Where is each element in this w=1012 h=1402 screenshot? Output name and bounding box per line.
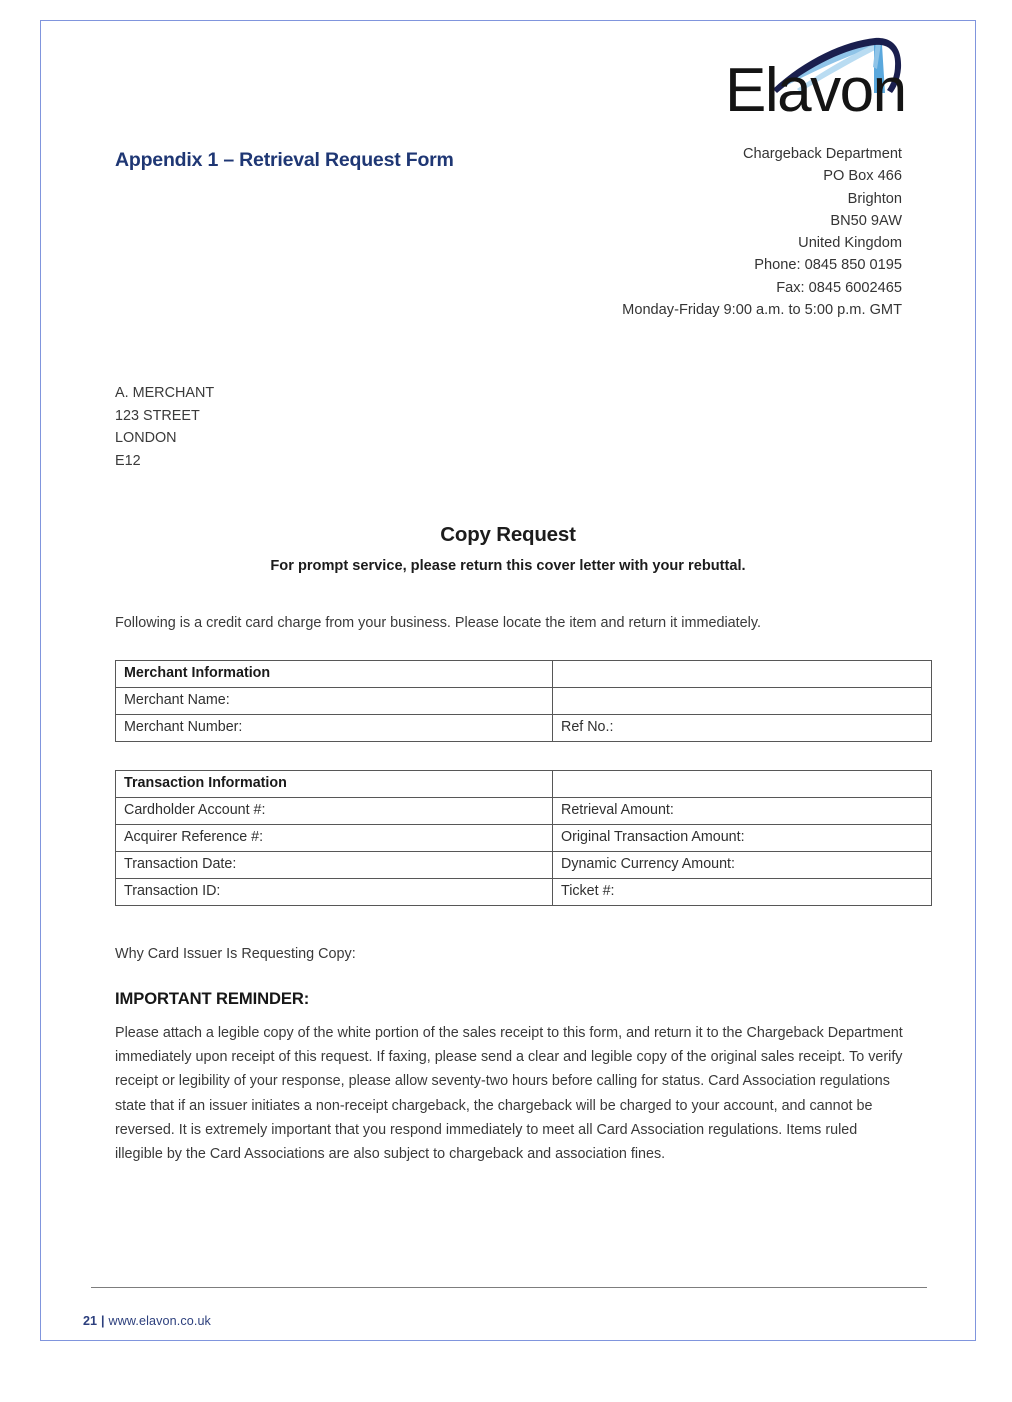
sender-address-line: Brighton bbox=[847, 190, 902, 207]
page-number: 21 bbox=[83, 1314, 98, 1328]
ref-no-label: Ref No.: bbox=[553, 715, 932, 742]
page-title: Appendix 1 – Retrieval Request Form bbox=[115, 149, 454, 171]
table-row bbox=[116, 825, 932, 852]
retrieval-amount-label: Retrieval Amount: bbox=[553, 798, 932, 825]
sender-address-line: United Kingdom bbox=[798, 235, 902, 252]
merchant-table-header-value bbox=[553, 661, 932, 688]
recipient-name: A. MERCHANT bbox=[115, 385, 215, 401]
transaction-information-table bbox=[115, 770, 932, 906]
table-row bbox=[116, 879, 932, 906]
table-row bbox=[116, 852, 932, 879]
recipient-city: LONDON bbox=[115, 430, 177, 446]
merchant-number-label: Merchant Number: bbox=[116, 715, 553, 742]
merchant-information-table bbox=[115, 660, 932, 742]
important-reminder-body: Please attach a legible copy of the white portion of the sales receipt to this form, and return it to the Chargeback Department immediately upon receipt of this request. If faxing, please send a clear and legible copy of the original sales receipt. To verify receipt or legibility of your response, please allow seventy-two hours before calling for status. Card Association regulations state that if an issuer initiates a non-receipt chargeback, the chargeback will be charged to your account, and cannot be reversed. It is extremely important that you respond immediately to meet all Card Association regulations. Items ruled illegible by the Card Associations are also subject to chargeback and association fines. bbox=[115, 1025, 903, 1163]
cardholder-account-label: Cardholder Account #: bbox=[116, 798, 553, 825]
why-card-issuer-requesting-copy-label: Why Card Issuer Is Requesting Copy: bbox=[115, 946, 356, 962]
page-content bbox=[41, 21, 975, 1340]
sender-hours-line: Monday-Friday 9:00 a.m. to 5:00 p.m. GMT bbox=[622, 302, 902, 319]
intro-paragraph: Following is a credit card charge from your business. Please locate the item and return it immediately. bbox=[115, 615, 762, 631]
merchant-name-label: Merchant Name: bbox=[116, 688, 553, 715]
footer-divider bbox=[91, 1287, 927, 1288]
footer-website-link[interactable]: www.elavon.co.uk bbox=[108, 1314, 211, 1328]
elavon-logo bbox=[725, 35, 925, 117]
elavon-swoosh-logo bbox=[725, 35, 925, 117]
sender-phone-line: Phone: 0845 850 0195 bbox=[754, 257, 902, 274]
sender-address-block bbox=[622, 143, 902, 321]
transaction-id-label: Transaction ID: bbox=[116, 879, 553, 906]
important-reminder-heading: IMPORTANT REMINDER: bbox=[115, 989, 310, 1008]
table-row bbox=[116, 661, 932, 688]
copy-request-subheading: For prompt service, please return this cover letter with your rebuttal. bbox=[270, 558, 746, 574]
merchant-name-value[interactable] bbox=[553, 688, 932, 715]
dynamic-currency-amount-label: Dynamic Currency Amount: bbox=[553, 852, 932, 879]
sender-address-line: Chargeback Department bbox=[743, 146, 902, 162]
ticket-number-label: Ticket #: bbox=[553, 879, 932, 906]
footer bbox=[83, 1314, 211, 1328]
table-row bbox=[116, 715, 932, 742]
transaction-date-label: Transaction Date: bbox=[116, 852, 553, 879]
footer-separator: | bbox=[101, 1314, 105, 1328]
transaction-table-header-value bbox=[553, 771, 932, 798]
recipient-street: 123 STREET bbox=[115, 407, 200, 424]
copy-request-heading: Copy Request bbox=[440, 523, 576, 546]
acquirer-reference-label: Acquirer Reference #: bbox=[116, 825, 553, 852]
page-frame bbox=[40, 20, 976, 1341]
table-row bbox=[116, 798, 932, 825]
sender-address-line: PO Box 466 bbox=[823, 168, 902, 185]
recipient-address-block bbox=[115, 382, 214, 472]
original-transaction-amount-label: Original Transaction Amount: bbox=[553, 825, 932, 852]
table-row bbox=[116, 771, 932, 798]
svg-text:Elavon: Elavon bbox=[725, 56, 906, 117]
merchant-table-header-label: Merchant Information bbox=[116, 661, 553, 688]
table-row bbox=[116, 688, 932, 715]
recipient-postcode: E12 bbox=[115, 452, 141, 469]
sender-address-line: BN50 9AW bbox=[830, 212, 902, 229]
sender-fax-line: Fax: 0845 6002465 bbox=[776, 279, 902, 296]
transaction-table-header-label: Transaction Information bbox=[116, 771, 553, 798]
